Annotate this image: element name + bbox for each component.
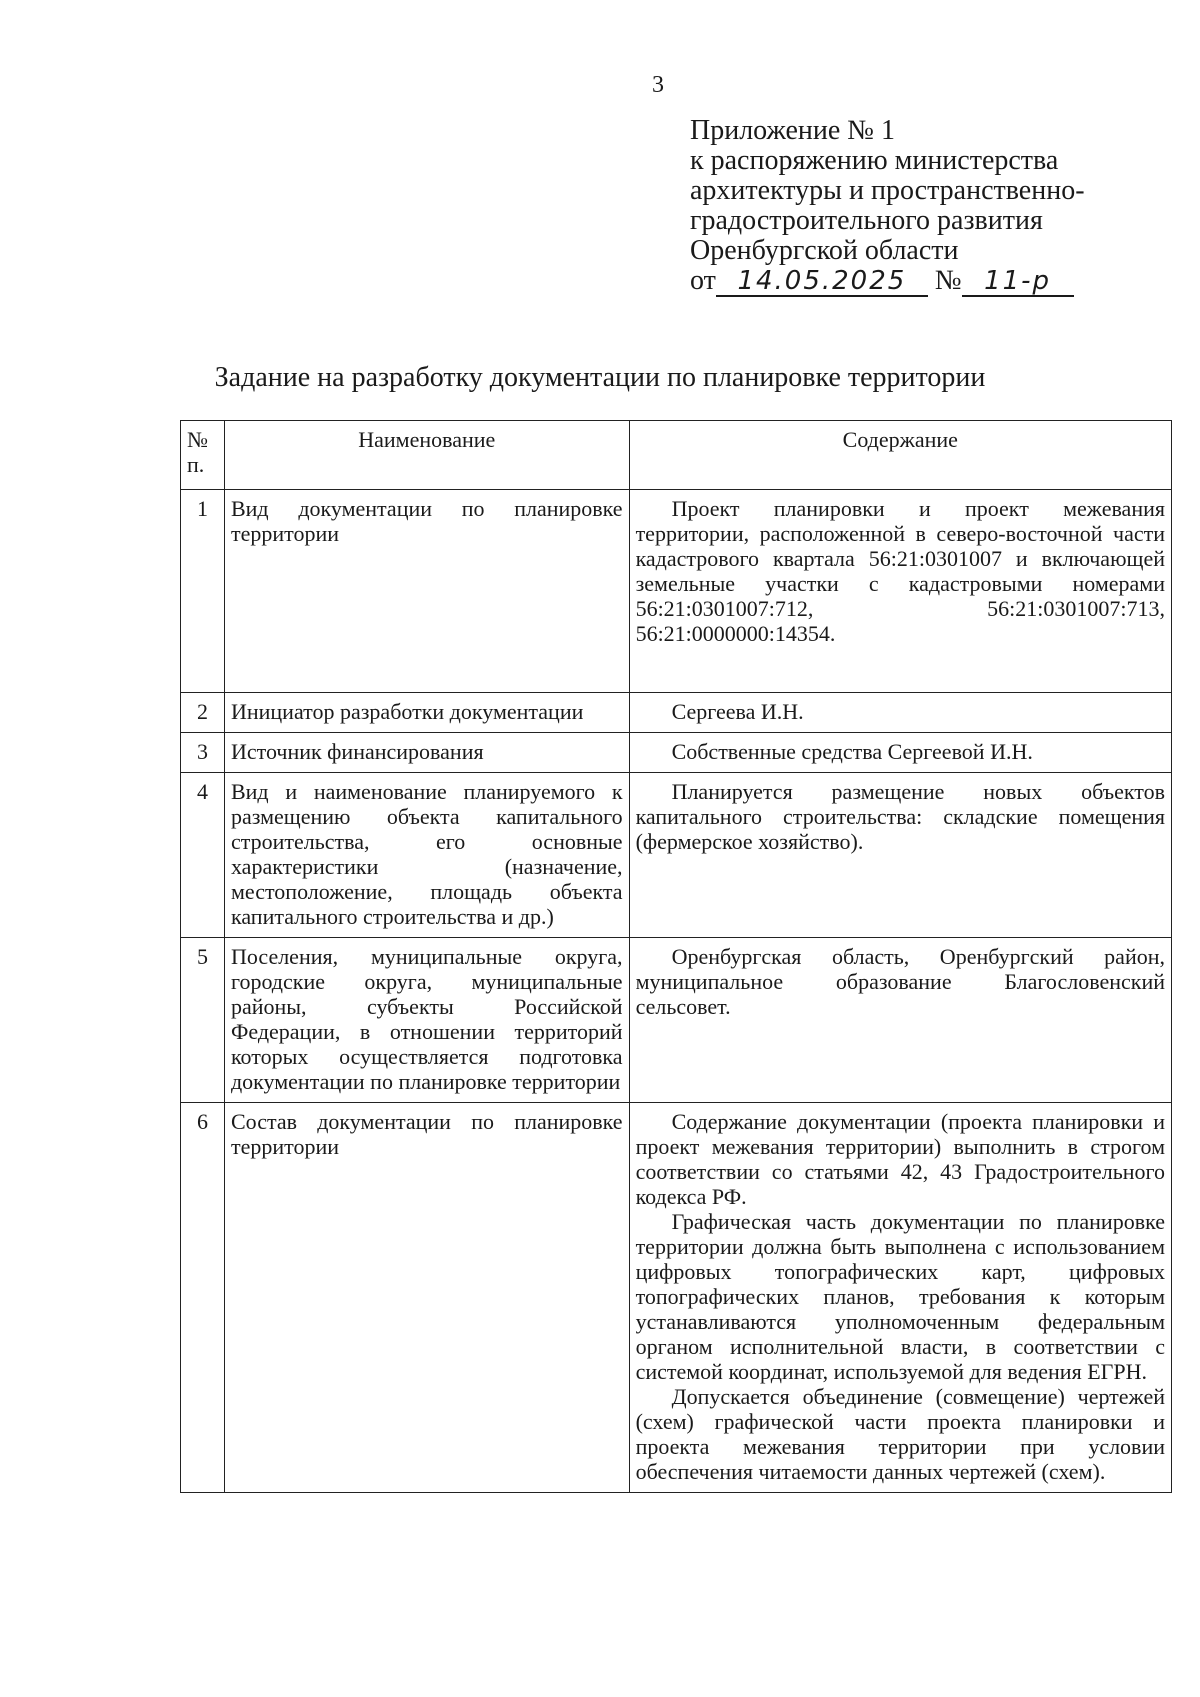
content-paragraph: Проект планировки и проект межевания территории, расположенной в северо-восточной части кадастрового квартала 56:21:0301007 и включающей земельные участки с кадастровыми номерами 56:21:0301007:712, 56:21:0301007:713, 56:21:0000000:14354. xyxy=(635,496,1165,646)
appendix-line: Оренбургской области xyxy=(690,235,959,266)
row-number: 6 xyxy=(181,1103,225,1493)
row-name: Инициатор разработки документации xyxy=(224,693,629,733)
table-row xyxy=(181,733,1172,773)
content-paragraph: Допускается объединение (совмещение) чертежей (схем) графической части проекта планировки и проекта межевания территории при условии обеспечения читаемости данных чертежей (схем). xyxy=(635,1384,1165,1484)
row-name: Вид документации по планировке территории xyxy=(224,490,629,693)
row-content xyxy=(629,938,1171,1103)
table-header-row xyxy=(181,421,1172,490)
content-paragraph: Графическая часть документации по планировке территории должна быть выполнена с использованием цифровых топографических карт, цифровых топографических планов, требования к которым устанавливаются уполномоченным федеральным органом исполнительной власти, в соответствии с системой координат, используемой для ведения ЕГРН. xyxy=(635,1209,1165,1384)
table-row xyxy=(181,1103,1172,1493)
document-title: Задание на разработку документации по планировке территории xyxy=(214,362,986,393)
table-row xyxy=(181,693,1172,733)
table-row xyxy=(181,490,1172,693)
appendix-line: архитектуры и пространственно- xyxy=(690,175,1085,206)
appendix-line: к распоряжению министерства xyxy=(690,145,1059,176)
appendix-date-row xyxy=(690,266,1130,302)
header-content: Содержание xyxy=(629,421,1171,490)
content-paragraph: Содержание документации (проекта планировки и проект межевания территории) выполнить в строгом соответствии со статьями 42, 43 Градостроительного кодекса РФ. xyxy=(635,1109,1165,1209)
row-name: Состав документации по планировке территории xyxy=(224,1103,629,1493)
row-number: 4 xyxy=(181,773,225,938)
table-row xyxy=(181,938,1172,1103)
appendix-line: Приложение № 1 xyxy=(690,115,895,146)
header-number: № п. xyxy=(181,421,225,490)
row-content xyxy=(629,773,1171,938)
row-number: 1 xyxy=(181,490,225,693)
page-number: 3 xyxy=(652,72,664,98)
handwritten-date: 14.05.2025 xyxy=(716,267,928,297)
row-name: Поселения, муниципальные округа, городские округа, муниципальные районы, субъекты Российской Федерации, в отношении территорий которых осуществляется подготовка документации по планировке территории xyxy=(224,938,629,1103)
date-prefix: от xyxy=(690,265,716,296)
row-name: Вид и наименование планируемого к размещению объекта капитального строительства, его основные характеристики (назначение, местоположение, площадь объекта капитального строительства и др.) xyxy=(224,773,629,938)
row-content xyxy=(629,490,1171,693)
appendix-header xyxy=(690,116,1130,302)
row-number: 5 xyxy=(181,938,225,1103)
row-number: 2 xyxy=(181,693,225,733)
handwritten-number: 11-р xyxy=(962,267,1074,297)
content-paragraph: Оренбургская область, Оренбургский район, муниципальное образование Благословенский сельсовет. xyxy=(635,944,1165,1019)
row-content xyxy=(629,1103,1171,1493)
content-paragraph: Планируется размещение новых объектов капитального строительства: складские помещения (фермерское хозяйство). xyxy=(635,779,1165,854)
row-content xyxy=(629,733,1171,773)
number-prefix: № xyxy=(934,265,962,296)
content-paragraph: Собственные средства Сергеевой И.Н. xyxy=(671,739,1033,764)
table-body xyxy=(181,490,1172,1493)
content-paragraph: Сергеева И.Н. xyxy=(671,699,804,724)
header-name: Наименование xyxy=(224,421,629,490)
row-content xyxy=(629,693,1171,733)
row-number: 3 xyxy=(181,733,225,773)
appendix-line: градостроительного развития xyxy=(690,205,1043,236)
row-name: Источник финансирования xyxy=(224,733,629,773)
task-table xyxy=(180,420,1172,1493)
table-row xyxy=(181,773,1172,938)
